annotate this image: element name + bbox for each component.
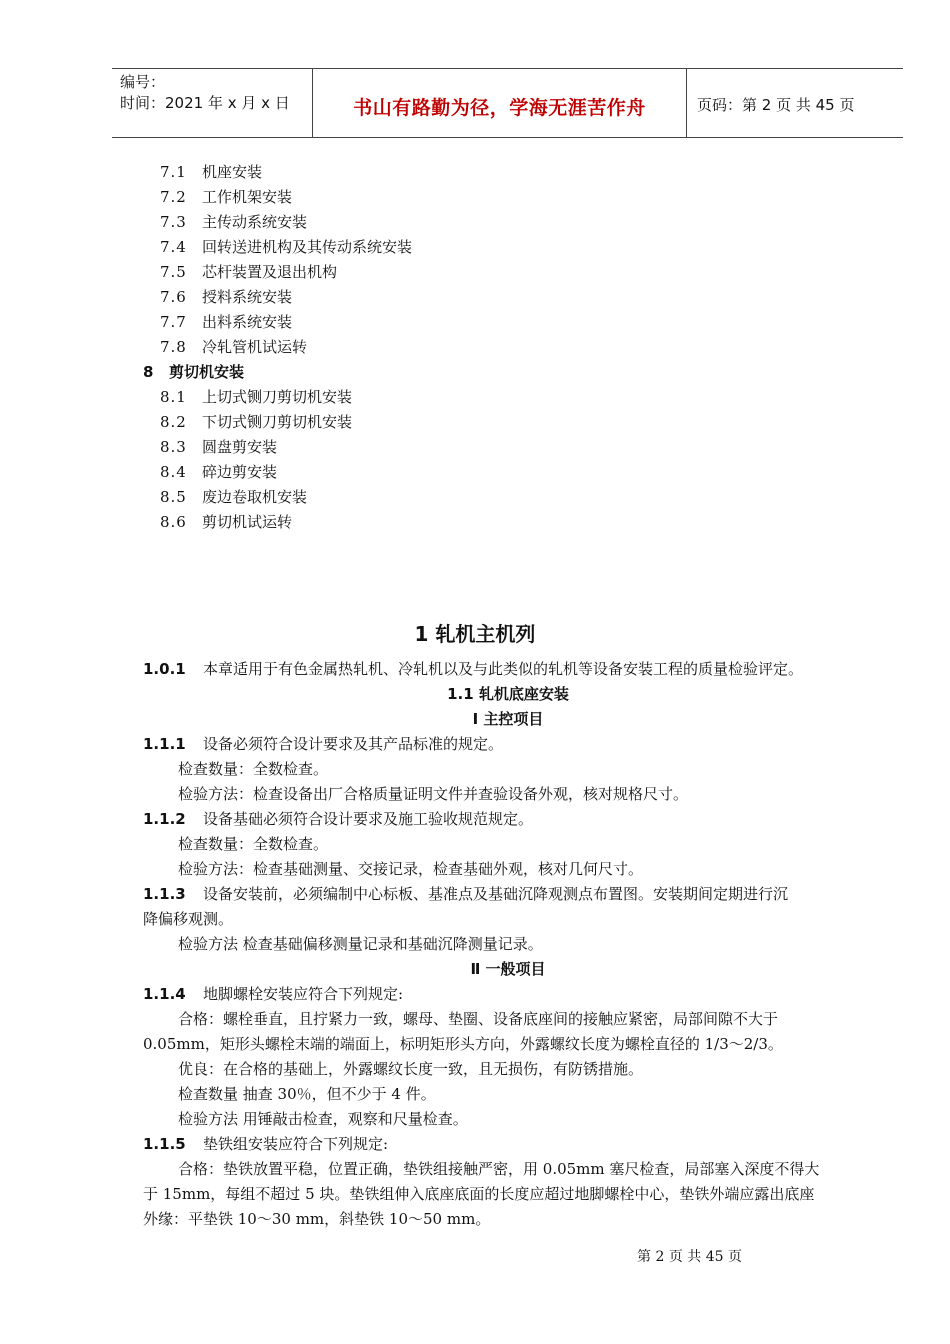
clause-continuation: 0.05mm，矩形头螺栓末端的端面上，标明矩形头方向，外露螺纹长度为螺栓直径的 1/3～2/3。 — [143, 1035, 783, 1053]
motto-text: 书山有路勤为径，学海无涯苦作舟 — [353, 97, 646, 119]
toc-item: 7.1 机座安装 — [160, 163, 263, 181]
toc-item: 7.2 工作机架安装 — [160, 188, 293, 206]
subsection-heading: Ⅱ 一般项目 — [470, 960, 546, 978]
inspection-method: 检验方法：检查基础测量、交接记录，检查基础外观，核对几何尺寸。 — [178, 860, 644, 878]
section-heading: 1.1 轧机底座安装 — [447, 685, 569, 703]
toc-item: 8.5 废边卷取机安装 — [160, 488, 308, 506]
subsection-heading: Ⅰ 主控项目 — [472, 710, 544, 728]
inspection-quantity: 检查数量：全数检查。 — [178, 760, 329, 778]
clause-1-1-3: 1.1.3 设备安装前，必须编制中心标板、基准点及基础沉降观测点布置图。安装期间定期进行沉 — [143, 885, 789, 903]
qualified-criteria: 合格：垫铁放置平稳，位置正确，垫铁组接触严密，用 0.05mm 塞尺检查，局部塞入深度不得大 — [178, 1160, 820, 1178]
toc-item: 7.6 授料系统安装 — [160, 288, 293, 306]
toc-item: 7.4 回转送进机构及其传动系统安装 — [160, 238, 413, 256]
clause-1-1-2: 1.1.2 设备基础必须符合设计要求及施工验收规范规定。 — [143, 810, 534, 828]
clause-continuation: 于 15mm，每组不超过 5 块。垫铁组伸入底座底面的长度应超过地脚螺栓中心，垫铁外端应露出底座 — [143, 1185, 815, 1203]
toc-item: 7.3 主传动系统安装 — [160, 213, 308, 231]
toc-item: 8.6 剪切机试运转 — [160, 513, 293, 531]
toc-item: 8.4 碎边剪安装 — [160, 463, 278, 481]
header-right-cell — [687, 69, 903, 137]
header-center-cell — [312, 69, 687, 137]
header-page-info: 页码：第 2 页 共 45 页 — [697, 96, 855, 114]
footer-page-number: 第 2 页 共 45 页 — [637, 1249, 742, 1265]
chapter-title: 1 轧机主机列 — [414, 622, 536, 646]
toc-item: 7.5 芯杆装置及退出机构 — [160, 263, 338, 281]
toc-item: 8.2 下切式铡刀剪切机安装 — [160, 413, 353, 431]
inspection-method: 检验方法 用锤敲击检查，观察和尺量检查。 — [178, 1110, 468, 1128]
inspection-method: 检验方法：检查设备出厂合格质量证明文件并查验设备外观，核对规格尺寸。 — [178, 785, 689, 803]
toc-section: 8 剪切机安装 — [143, 363, 245, 381]
clause-1-1-1: 1.1.1 设备必须符合设计要求及其产品标准的规定。 — [143, 735, 504, 753]
clause-continuation: 降偏移观测。 — [143, 910, 234, 928]
document-date-label: 时间：2021 年 x 月 x 日 — [120, 94, 290, 112]
page-header — [112, 68, 903, 138]
toc-item: 8.3 圆盘剪安装 — [160, 438, 278, 456]
inspection-method: 检验方法 检查基础偏移测量记录和基础沉降测量记录。 — [178, 935, 543, 953]
inspection-quantity: 检查数量 抽查 30％，但不少于 4 件。 — [178, 1085, 436, 1103]
qualified-criteria: 合格：螺栓垂直，且拧紧力一致，螺母、垫圈、设备底座间的接触应紧密，局部间隙不大于 — [178, 1010, 779, 1028]
document-number-label: 编号： — [120, 73, 166, 91]
clause-continuation: 外缘：平垫铁 10～30 mm，斜垫铁 10～50 mm。 — [143, 1210, 491, 1228]
header-left-cell — [112, 69, 312, 137]
clause-1-1-4: 1.1.4 地脚螺栓安装应符合下列规定: — [143, 985, 404, 1003]
inspection-quantity: 检查数量：全数检查。 — [178, 835, 329, 853]
toc-item: 8.1 上切式铡刀剪切机安装 — [160, 388, 353, 406]
clause-1-1-5: 1.1.5 垫铁组安装应符合下列规定: — [143, 1135, 389, 1153]
clause-1-0-1: 1.0.1 本章适用于有色金属热轧机、冷轧机以及与此类似的轧机等设备安装工程的质量检验评定。 — [143, 660, 804, 678]
excellent-criteria: 优良：在合格的基础上，外露螺纹长度一致，且无损伤，有防锈措施。 — [178, 1060, 644, 1078]
page-footer — [0, 1246, 950, 1266]
toc-item: 7.8 冷轧管机试运转 — [160, 338, 308, 356]
toc-item: 7.7 出料系统安装 — [160, 313, 293, 331]
